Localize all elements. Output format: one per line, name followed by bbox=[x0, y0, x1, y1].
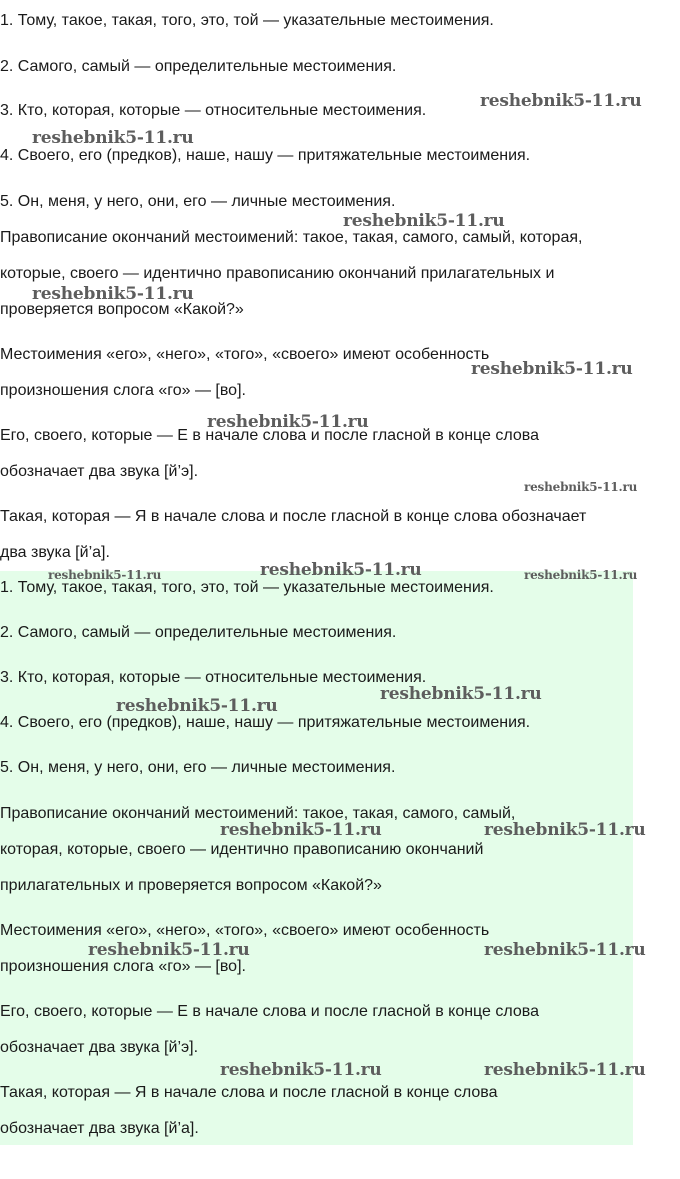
watermark: reshebnik5-11.ru bbox=[484, 940, 646, 960]
watermark: reshebnik5-11.ru bbox=[32, 128, 194, 148]
watermark: reshebnik5-11.ru bbox=[48, 568, 162, 582]
paragraph-possessive: 4. Своего, его (предков), наше, нашу — притяжательные местоимения. bbox=[0, 714, 531, 731]
paragraph-ya-sound-line2: два звука [й’а]. bbox=[0, 544, 110, 561]
paragraph-pronunciation-line1: Местоимения «его», «него», «того», «своего» имеют особенность bbox=[0, 346, 490, 363]
paragraph-e-sound-line2: обозначает два звука [й’э]. bbox=[0, 463, 199, 480]
paragraph-personal: 5. Он, меня, у него, они, его — личные местоимения. bbox=[0, 193, 396, 210]
paragraph-pronunciation-line2: произношения слога «го» — [во]. bbox=[0, 382, 246, 399]
watermark: reshebnik5-11.ru bbox=[220, 820, 382, 840]
paragraph-demonstrative: 1. Тому, такое, такая, того, это, той — указательные местоимения. bbox=[0, 12, 494, 29]
paragraph-spelling-line2: которые, своего — идентично правописанию окончаний прилагательных и bbox=[0, 265, 555, 282]
watermark: reshebnik5-11.ru bbox=[480, 91, 642, 111]
watermark: reshebnik5-11.ru bbox=[343, 211, 505, 231]
paragraph-spelling-line3: прилагательных и проверяется вопросом «Какой?» bbox=[0, 877, 382, 894]
paragraph-personal: 5. Он, меня, у него, они, его — личные местоимения. bbox=[0, 759, 396, 776]
paragraph-spelling-line1: Правописание окончаний местоимений: такое, такая, самого, самый, bbox=[0, 805, 516, 822]
paragraph-ya-sound-line1: Такая, которая — Я в начале слова и после гласной в конце слова обозначает bbox=[0, 508, 587, 525]
paragraph-spelling-line2: которая, которые, своего — идентично правописанию окончаний bbox=[0, 841, 484, 858]
watermark: reshebnik5-11.ru bbox=[207, 412, 369, 432]
watermark: reshebnik5-11.ru bbox=[484, 1060, 646, 1080]
watermark: reshebnik5-11.ru bbox=[524, 480, 638, 494]
paragraph-pronunciation-line2: произношения слога «го» — [во]. bbox=[0, 958, 246, 975]
paragraph-determinative: 2. Самого, самый — определительные местоимения. bbox=[0, 624, 397, 641]
watermark: reshebnik5-11.ru bbox=[380, 684, 542, 704]
paragraph-e-sound-line2: обозначает два звука [й’э]. bbox=[0, 1039, 199, 1056]
watermark: reshebnik5-11.ru bbox=[260, 560, 422, 580]
paragraph-relative: 3. Кто, которая, которые — относительные местоимения. bbox=[0, 669, 427, 686]
watermark: reshebnik5-11.ru bbox=[116, 696, 278, 716]
watermark: reshebnik5-11.ru bbox=[88, 940, 250, 960]
watermark: reshebnik5-11.ru bbox=[484, 820, 646, 840]
paragraph-ya-sound-line2: обозначает два звука [й’а]. bbox=[0, 1120, 199, 1137]
paragraph-spelling-line1: Правописание окончаний местоимений: такое, такая, самого, самый, которая, bbox=[0, 229, 583, 246]
watermark: reshebnik5-11.ru bbox=[220, 1060, 382, 1080]
watermark: reshebnik5-11.ru bbox=[32, 284, 194, 304]
paragraph-pronunciation-line1: Местоимения «его», «него», «того», «своего» имеют особенность bbox=[0, 922, 490, 939]
watermark: reshebnik5-11.ru bbox=[471, 359, 633, 379]
paragraph-determinative: 2. Самого, самый — определительные местоимения. bbox=[0, 58, 397, 75]
paragraph-relative: 3. Кто, которая, которые — относительные местоимения. bbox=[0, 102, 427, 119]
paragraph-e-sound-line1: Его, своего, которые — Е в начале слова и после гласной в конце слова bbox=[0, 1003, 540, 1020]
paragraph-spelling-line3: проверяется вопросом «Какой?» bbox=[0, 301, 244, 318]
paragraph-e-sound-line1: Его, своего, которые — Е в начале слова и после гласной в конце слова bbox=[0, 427, 540, 444]
watermark: reshebnik5-11.ru bbox=[524, 568, 638, 582]
paragraph-possessive: 4. Своего, его (предков), наше, нашу — притяжательные местоимения. bbox=[0, 147, 531, 164]
paragraph-demonstrative: 1. Тому, такое, такая, того, это, той — указательные местоимения. bbox=[0, 579, 494, 596]
paragraph-ya-sound-line1: Такая, которая — Я в начале слова и после гласной в конце слова bbox=[0, 1084, 498, 1101]
